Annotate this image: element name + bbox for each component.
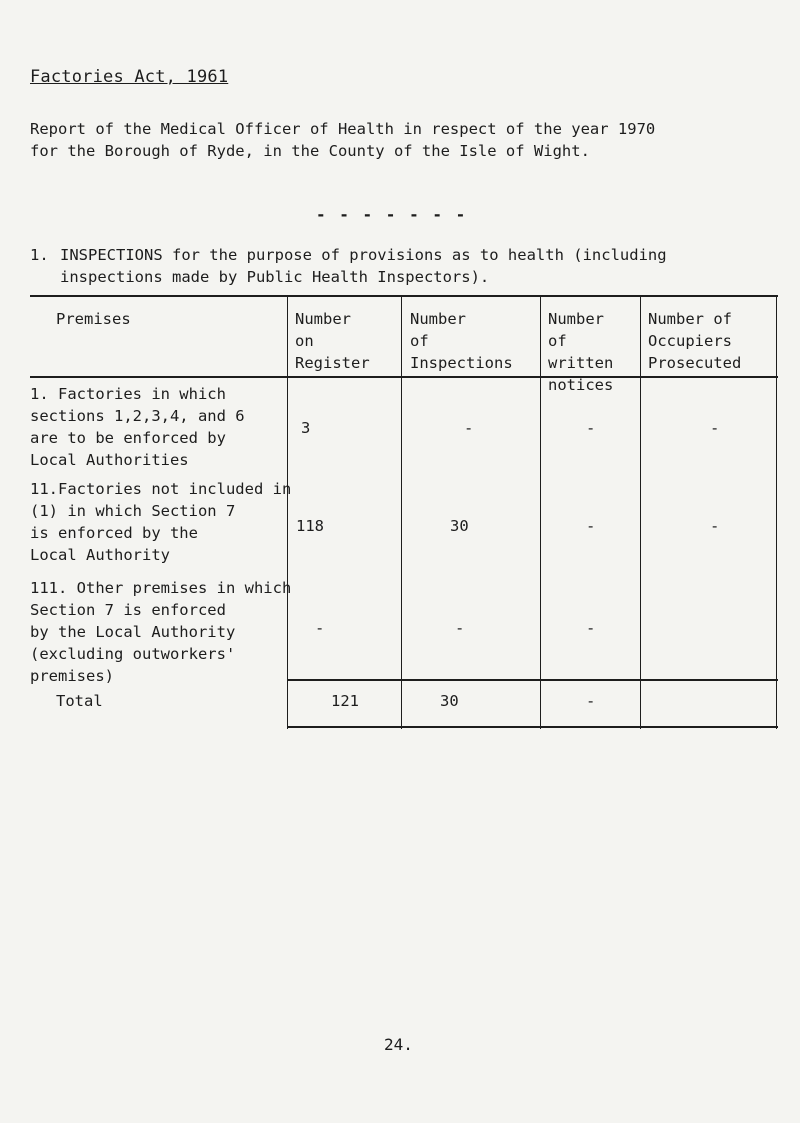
row-2-prosecuted: - xyxy=(710,517,720,535)
row-1-label: 1. Factories in which sections 1,2,3,4, and 6 are to be enforced by Local Authorities xyxy=(30,385,245,469)
row-3-inspections: - xyxy=(455,619,465,637)
total-label: Total xyxy=(56,692,103,710)
row-2-register: 118 xyxy=(296,517,324,535)
col-divider-2 xyxy=(401,295,402,729)
section-heading xyxy=(30,244,770,288)
col-divider-3 xyxy=(540,295,541,729)
row-3-register: - xyxy=(315,619,325,637)
header-notices: Number of written notices xyxy=(548,310,614,394)
total-top-rule xyxy=(287,679,778,681)
row-3-notices: - xyxy=(586,619,596,637)
row-2-label: 11.Factories not included in (1) in which Section 7 is enforced by the Local Authority xyxy=(30,480,292,564)
header-register: Number on Register xyxy=(295,310,370,372)
row-1-inspections: - xyxy=(464,419,474,437)
table-top-rule xyxy=(30,295,778,297)
section-line-1: INSPECTIONS for the purpose of provisions as to health (including xyxy=(60,246,667,264)
table-right-rule xyxy=(776,295,777,729)
header-inspections: Number of Inspections xyxy=(410,310,513,372)
header-bottom-rule xyxy=(30,376,778,378)
total-notices: - xyxy=(586,692,596,710)
total-bottom-rule xyxy=(287,726,778,728)
row-1-register: 3 xyxy=(301,419,311,437)
report-intro: Report of the Medical Officer of Health in respect of the year 1970 for the Borough of Ryde, in the County of the Isle of Wight. xyxy=(30,120,656,160)
header-premises: Premises xyxy=(56,310,131,328)
document-heading: Factories Act, 1961 xyxy=(30,67,229,87)
section-line-2: inspections made by Public Health Inspectors). xyxy=(60,268,490,286)
row-2-notices: - xyxy=(586,517,596,535)
col-divider-4 xyxy=(640,295,641,729)
row-3-label: 111. Other premises in which Section 7 is enforced by the Local Authority (excluding outworkers' premises) xyxy=(30,579,292,685)
page-number: 24. xyxy=(384,1035,413,1054)
row-1-notices: - xyxy=(586,419,596,437)
separator: - - - - - - - xyxy=(316,205,468,224)
inspections-table xyxy=(30,288,778,732)
section-number: 1. xyxy=(30,246,49,264)
total-inspections: 30 xyxy=(440,692,459,710)
header-prosecuted: Number of Occupiers Prosecuted xyxy=(648,310,742,372)
row-1-prosecuted: - xyxy=(710,419,720,437)
row-2-inspections: 30 xyxy=(450,517,469,535)
total-register: 121 xyxy=(331,692,359,710)
